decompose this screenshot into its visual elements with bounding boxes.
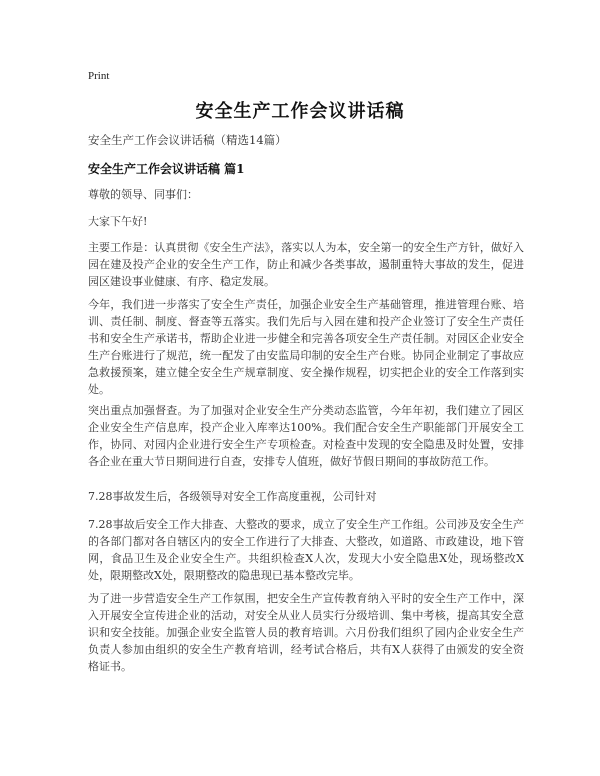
print-link[interactable]: Print	[88, 70, 110, 82]
paragraph: 突出重点加强督查。为了加强对企业安全生产分类动态监管，今年年初，我们建立了园区企业安全生产信息库，投产企业入库率达100%。我们配合安全生产职能部门开展安全工作，协同、对园内企业进行安全生产专项检查。对检查中发现的安全隐患及时处置，安排各企业在重大节日期间进行自查，安排专人值班，做好节假日期间的事故防范工作。	[88, 404, 524, 468]
paragraph: 为了进一步营造安全生产工作氛围，把安全生产宣传教育纳入平时的安全生产工作中，深入开展安全宣传进企业的活动，对安全从业人员实行分级培训、集中考核，提高其安全意识和安全技能。加强企业安全监管人员的教育培训。六月份我们组织了园内企业安全生产负责人参加由组织的安全生产教育培训，经考试合格后，共有X人获得了由颁发的安全资格证书。	[88, 592, 525, 673]
page-title: 安全生产工作会议讲话稿	[195, 101, 405, 122]
paragraph: 今年，我们进一步落实了安全生产责任，加强企业安全生产基础管理，推进管理台账、培训、责任制、制度、督查等五落实。我们先后与入园在建和投产企业签订了安全生产责任书和安全生产承诺书，帮助企业进一步健全和完善各项安全生产责任制。对园区企业安全生产台账进行了规范，统一配发了由安监局印制的安全生产台账。协同企业制定了事故应急救援预案，建立健全安全生产规章制度、安全操作规程，切实把企业的安全工作落到实处。	[88, 298, 524, 396]
section-heading: 安全生产工作会议讲话稿 篇1	[88, 162, 245, 176]
hello-line: 大家下午好!	[88, 215, 148, 228]
document-subtitle: 安全生产工作会议讲话稿（精选14篇）	[88, 133, 287, 147]
greeting-line: 尊敬的领导、同事们：	[88, 188, 198, 201]
paragraph: 7.28事故后安全工作大排查、大整改的要求，成立了安全生产工作组。公司涉及安全生产的各部门都对各自辖区内的安全工作进行了大排查、大整改，如道路、市政建设，地下管网，食品卫生及企业安全生产。共组织检查X人次，发现大小安全隐患X处，现场整改X处，限期整改X处，限期整改的隐患现已基本整改完毕。	[88, 518, 524, 582]
paragraph: 7.28事故发生后，各级领导对安全工作高度重视，公司针对	[88, 490, 377, 503]
paragraph: 主要工作是：认真贯彻《安全生产法》，落实以人为本，安全第一的安全生产方针，做好入园在建及投产企业的安全生产工作，防止和减少各类事故，遏制重特大事故的发生，促进园区建设事业健康、有序、稳定发展。	[88, 241, 524, 288]
